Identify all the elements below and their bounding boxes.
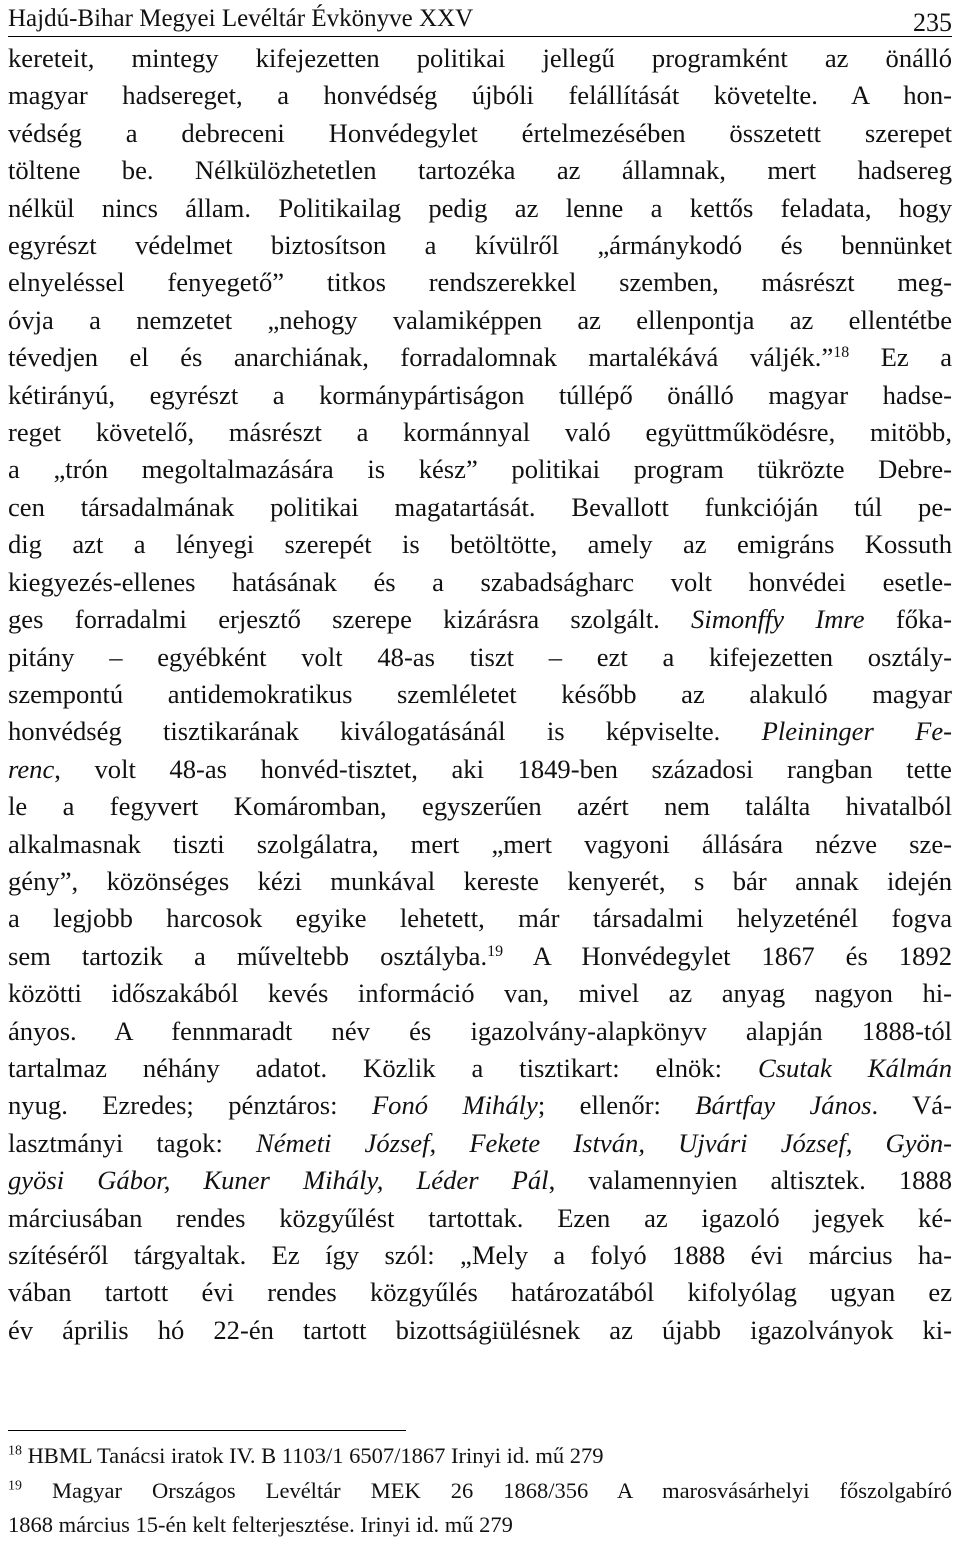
text-segment: sem tartozik a műveltebb osztályba. xyxy=(8,940,488,971)
text-segment: Ez a xyxy=(849,342,952,373)
text-segment: főka- xyxy=(864,604,952,635)
text-segment: cen társadalmának politikai magatartását. Bevallott funkcióján túl pe- xyxy=(8,491,952,522)
text-line xyxy=(8,826,952,863)
text-line xyxy=(8,639,952,676)
text-segment: lasztmányi tagok: xyxy=(8,1127,257,1158)
text-segment: ; ellenőr: xyxy=(537,1090,696,1121)
italic-name: gyösi Gábor, Kuner Mihály, Léder Pál xyxy=(8,1165,549,1196)
text-segment: a „trón megoltalmazására is kész” politikai program tükrözte Debre- xyxy=(8,454,952,485)
text-line xyxy=(8,302,952,339)
text-segment: , volt 48-as honvéd-tisztet, aki 1849-ben századosi rangban tette xyxy=(54,753,952,784)
text-segment: , valamennyien altisztek. 1888 xyxy=(548,1165,953,1196)
text-segment: kétirányú, egyrészt a kormánypártiságon túllépő önálló magyar hadse- xyxy=(8,379,952,410)
text-line xyxy=(8,489,952,526)
text-line xyxy=(8,1200,952,1237)
text-line xyxy=(8,1162,952,1199)
footnote-reference: 19 xyxy=(487,942,504,960)
journal-title: Hajdú-Bihar Megyei Levéltár Évkönyve XXV xyxy=(8,5,474,32)
text-segment: . Vá- xyxy=(871,1090,952,1121)
text-line xyxy=(8,564,952,601)
text-line xyxy=(8,1050,952,1087)
text-segment: közötti időszakából kevés információ van, mivel az anyag nagyon hi- xyxy=(8,978,952,1009)
text-line xyxy=(8,227,952,264)
italic-name: renc xyxy=(8,753,55,784)
text-line xyxy=(8,1125,952,1162)
italic-name: Simonffy Imre xyxy=(691,604,865,635)
main-text xyxy=(8,40,952,1349)
page-number: 235 xyxy=(913,8,952,37)
text-segment: márciusában rendes közgyűlést tartottak. Ezen az igazoló jegyek ké- xyxy=(8,1202,952,1233)
text-segment: elnyeléssel fenyegető” titkos rendszerekkel szemben, másrészt meg- xyxy=(8,267,952,298)
text-segment: gény”, közönséges kézi munkával kereste kenyerét, s bár annak idején xyxy=(8,865,952,896)
footnote-18 xyxy=(8,1439,952,1474)
text-line xyxy=(8,975,952,1012)
text-segment: kereteit, mintegy kifejezetten politikai jellegű programként az önálló xyxy=(8,43,952,73)
footnote-number: 18 xyxy=(8,1443,22,1459)
text-line xyxy=(8,190,952,227)
text-segment: ányos. A fennmaradt név és igazolvány-alapkönyv alapján 1888-tól xyxy=(8,1015,952,1046)
text-line xyxy=(8,1274,952,1311)
text-segment: egyrészt védelmet biztosítson a kívülről „ármánykodó és bennünket xyxy=(8,230,952,261)
text-line xyxy=(8,713,952,750)
text-line xyxy=(8,115,952,152)
italic-name: Pleininger Fe- xyxy=(761,716,953,747)
text-segment: védség a debreceni Honvédegylet értelmezésében összetett szerepet xyxy=(8,117,952,148)
text-segment: töltene be. Nélkülözhetetlen tartozéka az államnak, mert hadsereg xyxy=(8,155,952,186)
text-segment: tévedjen el és anarchiának, forradalomnak martalékává váljék.” xyxy=(8,342,834,373)
text-line xyxy=(8,77,952,114)
text-segment: nyug. Ezredes; pénztáros: xyxy=(8,1090,372,1121)
text-segment: honvédség tisztikarának kiválogatásánál is képviselte. xyxy=(8,716,762,747)
text-segment: év április hó 22-én tartott bizottságiülésnek az újabb igazolványok ki- xyxy=(8,1314,952,1345)
text-line xyxy=(8,900,952,937)
text-segment: vában tartott évi rendes közgyűlés határozatából kifolyólag ugyan ez xyxy=(8,1277,952,1308)
text-segment: le a fegyvert Komáromban, egyszerűen azért nem találta hivatalból xyxy=(8,791,952,822)
text-line xyxy=(8,451,952,488)
footnote-19 xyxy=(8,1474,952,1543)
text-segment: reget követelő, másrészt a kormánnyal való együttműködésre, mitöbb, xyxy=(8,417,952,448)
text-line xyxy=(8,526,952,563)
footnote-text: HBML Tanácsi iratok IV. B 1103/1 6507/1867 Irinyi id. mű 279 xyxy=(27,1443,604,1468)
italic-name: Csutak Kálmán xyxy=(757,1052,952,1083)
text-segment: dig azt a lényegi szerepét is betöltötte, amely az emigráns Kossuth xyxy=(8,529,952,560)
text-line xyxy=(8,339,952,376)
text-segment: magyar hadsereget, a honvédség újbóli felállítását követelte. A hon- xyxy=(8,80,952,111)
text-segment: pitány – egyébként volt 48-as tiszt – ezt a kifejezetten osztály- xyxy=(8,641,952,672)
text-segment: kiegyezés-ellenes hatásának és a szabadságharc volt honvédei esetle- xyxy=(8,566,952,597)
text-segment: ges forradalmi erjesztő szerepe kizárásra szolgált. xyxy=(8,604,692,635)
text-line xyxy=(8,1013,952,1050)
text-segment: szítéséről tárgyaltak. Ez így szól: „Mely a folyó 1888 évi március ha- xyxy=(8,1240,952,1270)
footnote-line xyxy=(8,1439,952,1474)
italic-name: Németi József, Fekete István, Ujvári József, Gyön- xyxy=(256,1127,952,1158)
text-segment: A Honvédegylet 1867 és 1892 xyxy=(503,940,952,971)
text-line xyxy=(8,152,952,189)
text-line xyxy=(8,601,952,638)
text-segment: szempontú antidemokratikus szemléletet később az alakuló magyar xyxy=(8,678,952,709)
text-line xyxy=(8,40,952,77)
text-segment: tartalmaz néhány adatot. Közlik a tisztikart: elnök: xyxy=(8,1052,758,1083)
text-line xyxy=(8,414,952,451)
text-line xyxy=(8,751,952,788)
text-line xyxy=(8,788,952,825)
footnote-text: Magyar Országos Levéltár MEK 26 1868/356 A marosvásárhelyi főszolgabíró xyxy=(51,1477,953,1503)
footnote-separator xyxy=(8,1430,406,1431)
text-line xyxy=(8,264,952,301)
text-line xyxy=(8,1237,952,1274)
footnote-line xyxy=(8,1508,952,1543)
text-line xyxy=(8,377,952,414)
text-line xyxy=(8,676,952,713)
footnote-number: 19 xyxy=(8,1478,22,1494)
text-segment: a legjobb harcosok egyike lehetett, már társadalmi helyzeténél fogva xyxy=(8,903,952,934)
italic-name: Fonó Mihály xyxy=(371,1090,538,1121)
text-segment: óvja a nemzetet „nehogy valamiképpen az ellenpontja az ellentétbe xyxy=(8,304,952,335)
footnote-text: 1868 március 15-én kelt felterjesztése. Irinyi id. mű 279 xyxy=(8,1512,513,1537)
running-header xyxy=(8,2,952,37)
text-segment: alkalmasnak tiszti szolgálatra, mert „mert vagyoni állására nézve sze- xyxy=(8,828,952,859)
footnote-line xyxy=(8,1474,952,1509)
italic-name: Bártfay János xyxy=(695,1090,872,1121)
footnote-reference: 18 xyxy=(833,344,850,362)
text-line xyxy=(8,938,952,975)
text-line xyxy=(8,1087,952,1124)
footnotes xyxy=(8,1439,952,1543)
text-segment: nélkül nincs állam. Politikailag pedig az lenne a kettős feladata, hogy xyxy=(8,192,952,223)
text-line xyxy=(8,863,952,900)
text-line xyxy=(8,1312,952,1349)
